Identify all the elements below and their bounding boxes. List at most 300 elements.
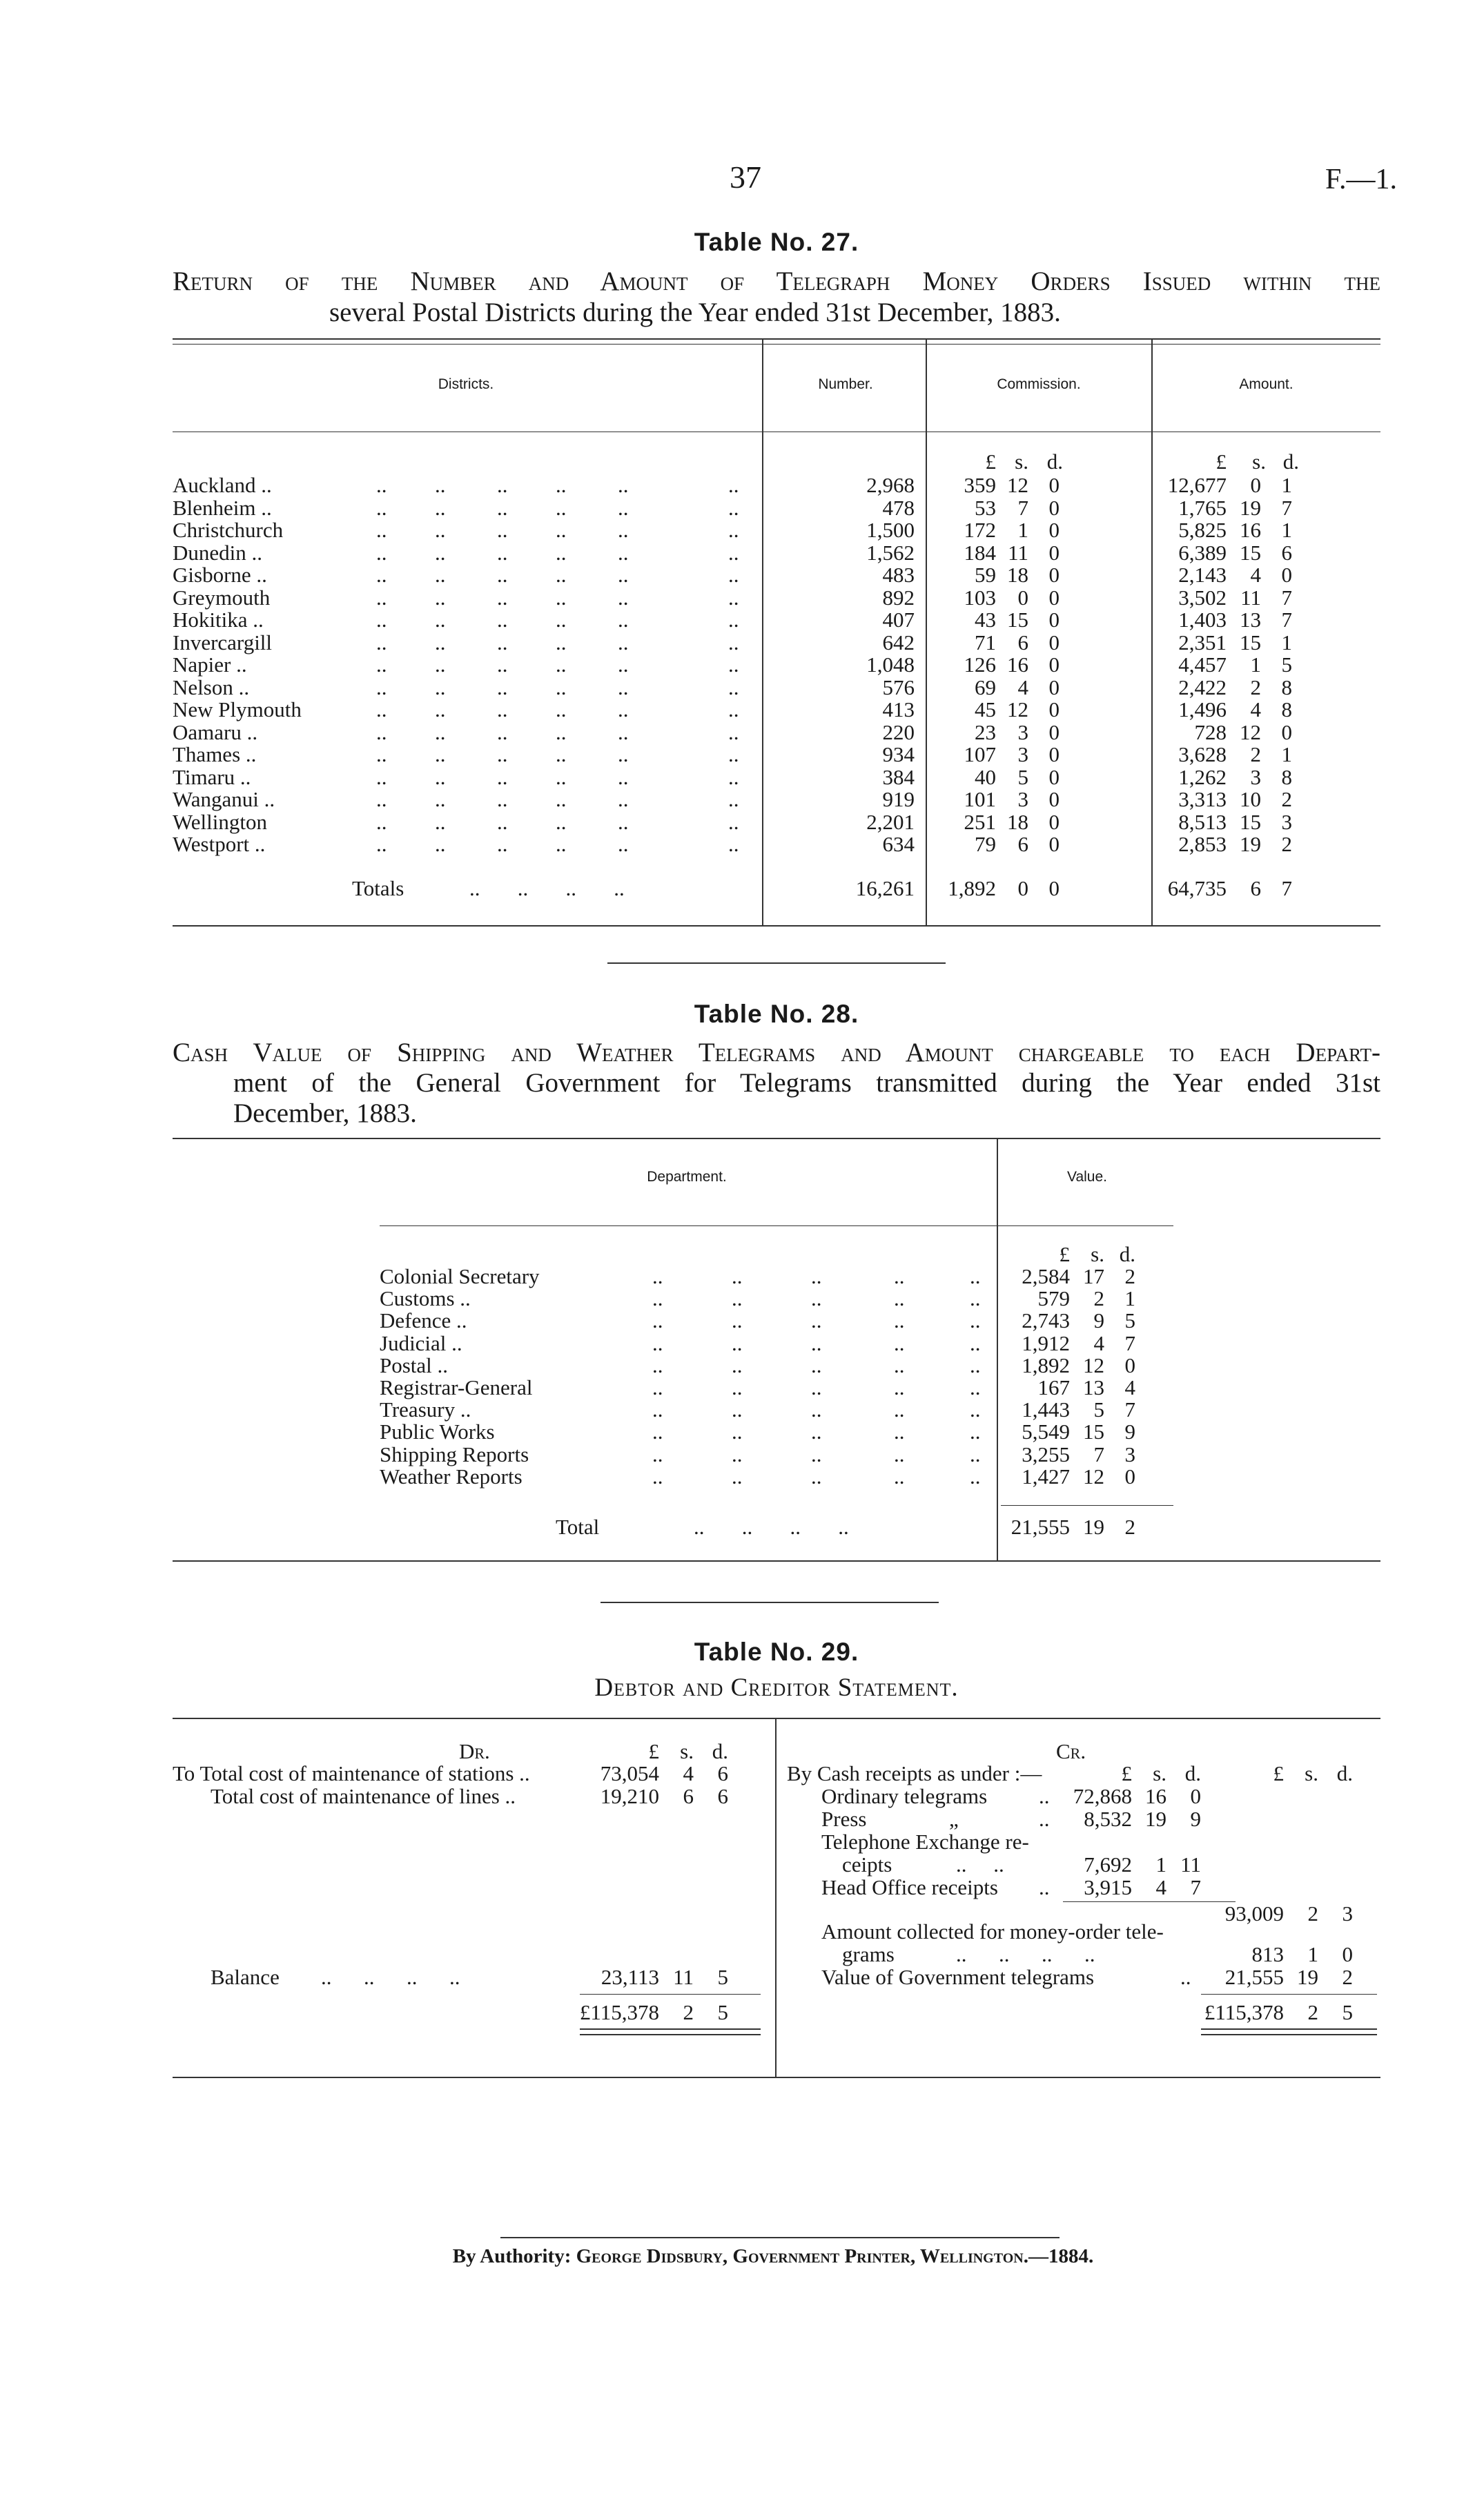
- commission-pence: 0: [1048, 540, 1060, 565]
- commission-header: Commission.: [997, 376, 1081, 392]
- district-name: Wanganui ..: [173, 787, 275, 811]
- section-divider: [607, 962, 946, 964]
- amount-shillings: 1: [1250, 652, 1261, 677]
- amount-pence: 5: [1281, 652, 1292, 677]
- leader-dots: .. .. .. .. .. ..: [376, 608, 739, 632]
- commission-pence: 0: [1048, 608, 1060, 632]
- district-row: [173, 518, 1380, 541]
- value-shillings: 9: [1093, 1308, 1104, 1333]
- amount-pounds: 3,502: [1178, 585, 1227, 610]
- amount-pence: 6: [1281, 540, 1292, 565]
- page-number: 37: [730, 159, 761, 195]
- commission-pence: 0: [1048, 585, 1060, 610]
- footer-rule: [500, 2237, 1060, 2238]
- district-row: [173, 563, 1380, 586]
- line-shillings: 1: [1155, 1852, 1166, 1877]
- leader-dots: ..: [1039, 1875, 1050, 1899]
- leader-dots: .. .. .. .. ..: [652, 1264, 981, 1288]
- commission-pounds: 59: [975, 563, 996, 587]
- commission-shillings: 12: [1007, 697, 1028, 721]
- district-name: Nelson ..: [173, 675, 250, 699]
- shilling-unit: s.: [1252, 449, 1266, 474]
- line-pounds: 8,532: [1084, 1807, 1132, 1831]
- leader-dots: ..: [1039, 1807, 1050, 1831]
- line-pence: 9: [1190, 1807, 1201, 1831]
- line-shillings: 19: [1145, 1807, 1166, 1831]
- department-name: Defence ..: [380, 1308, 467, 1333]
- value-units: [1004, 1243, 1170, 1266]
- balance-shillings: 11: [673, 1965, 694, 1989]
- table-29-caption: Debtor and Creditor Statement.: [594, 1674, 959, 1702]
- commission-shillings: 7: [1017, 495, 1028, 520]
- amount-pence: 7: [1281, 495, 1292, 520]
- table-28-caption-line-3: December, 1883.: [233, 1098, 417, 1128]
- line-text: grams: [842, 1942, 895, 1966]
- amount-shillings: 13: [1240, 608, 1261, 632]
- amount-shillings: 2: [1250, 742, 1261, 766]
- amount-shillings: 19: [1240, 832, 1261, 856]
- pence-unit: d.: [1336, 1761, 1353, 1785]
- value-pence: 5: [1124, 1308, 1135, 1333]
- leader-dots: .. .. .. .. .. ..: [376, 495, 739, 520]
- totals-commission-pence: 0: [1048, 876, 1060, 900]
- leader-dots: .. .. .. .. ..: [652, 1442, 981, 1466]
- department-row: [380, 1287, 1173, 1310]
- amount-header: Amount.: [1239, 376, 1293, 392]
- district-row: [173, 653, 1380, 676]
- leader-dots: .. .. .. .. ..: [652, 1353, 981, 1377]
- value-pence: 9: [1124, 1419, 1135, 1444]
- amount-shillings: 15: [1240, 540, 1261, 565]
- district-row: [173, 698, 1380, 721]
- line-pounds: 19,210: [600, 1784, 659, 1808]
- totals-number: 16,261: [855, 876, 915, 900]
- total-pounds: 21,555: [1011, 1515, 1070, 1539]
- table-28-title: Table No. 28.: [694, 1000, 859, 1028]
- shilling-unit: s.: [1153, 1761, 1166, 1785]
- commission-pounds: 69: [975, 675, 996, 699]
- commission-shillings: 11: [1008, 540, 1028, 565]
- department-name: Treasury ..: [380, 1397, 471, 1422]
- commission-pence: 0: [1048, 809, 1060, 834]
- leader-dots: .. .. .. ..: [469, 876, 625, 900]
- commission-pounds: 101: [964, 787, 996, 811]
- line-pounds: 21,555: [1224, 1965, 1284, 1989]
- shilling-unit: s.: [680, 1739, 694, 1763]
- leader-dots: .. .. .. .. .. ..: [376, 764, 739, 789]
- leader-dots: .. .. .. .. .. ..: [376, 697, 739, 721]
- department-row: [380, 1309, 1173, 1332]
- credit-telephone-line-1: Telephone Exchange re-: [821, 1830, 1029, 1854]
- debit-heading: Dr.: [459, 1739, 490, 1763]
- value-pounds: 167: [1037, 1375, 1070, 1399]
- district-row: [173, 496, 1380, 519]
- commission-pence: 0: [1048, 652, 1060, 677]
- commission-pence: 0: [1048, 630, 1060, 655]
- amount-pence: 8: [1281, 764, 1292, 789]
- district-row: [173, 788, 1380, 811]
- commission-shillings: 3: [1017, 742, 1028, 766]
- amount-pounds: 2,853: [1178, 832, 1227, 856]
- district-name: Dunedin ..: [173, 540, 263, 565]
- commission-pence: 0: [1048, 473, 1060, 497]
- value-pence: 4: [1124, 1375, 1135, 1399]
- department-name: Postal ..: [380, 1353, 449, 1377]
- subtotal-shillings: 2: [1307, 1901, 1318, 1926]
- leader-dots: .. .. .. .. .. ..: [376, 630, 739, 655]
- commission-shillings: 16: [1007, 652, 1028, 677]
- district-row: [173, 766, 1380, 788]
- leader-dots: .. .. .. ..: [321, 1965, 460, 1989]
- amount-shillings: 4: [1250, 697, 1261, 721]
- value-shillings: 5: [1093, 1397, 1104, 1422]
- commission-shillings: 18: [1007, 563, 1028, 587]
- commission-shillings: 1: [1017, 518, 1028, 542]
- district-number: 478: [882, 495, 915, 520]
- amount-pounds: 6,389: [1178, 540, 1227, 565]
- totals-amount-pence: 7: [1281, 876, 1292, 900]
- department-name: Shipping Reports: [380, 1442, 529, 1466]
- total-pounds: £115,378: [579, 2000, 659, 2024]
- district-number: 483: [882, 563, 915, 587]
- district-row: [173, 586, 1380, 609]
- district-number: 2,201: [866, 809, 915, 834]
- district-name: Wellington: [173, 809, 267, 834]
- district-number: 2,968: [866, 473, 915, 497]
- credit-total: [1204, 2000, 1380, 2024]
- line-pence: 2: [1342, 1965, 1353, 1989]
- line-text: Press: [821, 1807, 867, 1831]
- department-header: Department.: [647, 1169, 727, 1185]
- pound-unit: £: [1059, 1242, 1070, 1266]
- commission-pounds: 251: [964, 809, 996, 834]
- table-28-caption-line-1: Cash Value of Shipping and Weather Telegrams and Amount chargeable to each Depart-: [173, 1038, 1380, 1067]
- leader-dots: .. .. .. .. .. ..: [376, 652, 739, 677]
- pence-unit: d.: [1119, 1242, 1135, 1266]
- commission-shillings: 6: [1017, 832, 1028, 856]
- totals-commission-pounds: 1,892: [948, 876, 996, 900]
- value-shillings: 15: [1083, 1419, 1104, 1444]
- districts-header: Districts.: [438, 376, 494, 392]
- amount-pence: 2: [1281, 832, 1292, 856]
- amount-pence: 0: [1281, 563, 1292, 587]
- credit-government-telegrams: [821, 1966, 1380, 1988]
- district-row: [173, 541, 1380, 564]
- value-pence: 3: [1124, 1442, 1135, 1466]
- amount-units: [1154, 450, 1378, 473]
- line-shillings: 6: [683, 1784, 694, 1808]
- amount-pence: 2: [1281, 787, 1292, 811]
- line-pounds: 3,915: [1084, 1875, 1132, 1899]
- district-name: New Plymouth: [173, 697, 302, 721]
- department-name: Public Works: [380, 1419, 495, 1444]
- commission-pounds: 23: [975, 719, 996, 744]
- department-row: [380, 1465, 1173, 1488]
- district-name: Invercargill: [173, 630, 273, 655]
- commission-pence: 0: [1048, 764, 1060, 789]
- credit-subtotal: [1208, 1902, 1380, 1925]
- totals-commission-shillings: 0: [1017, 876, 1028, 900]
- value-pounds: 1,912: [1022, 1330, 1070, 1355]
- commission-pence: 0: [1048, 495, 1060, 520]
- number-header: Number.: [818, 376, 873, 392]
- commission-pounds: 184: [964, 540, 996, 565]
- value-pounds: 2,584: [1022, 1264, 1070, 1288]
- commission-shillings: 15: [1007, 608, 1028, 632]
- subtotal-pounds: 93,009: [1224, 1901, 1284, 1926]
- value-shillings: 7: [1093, 1442, 1104, 1466]
- amount-pounds: 2,422: [1178, 675, 1227, 699]
- commission-pounds: 126: [964, 652, 996, 677]
- line-text: Ordinary telegrams: [821, 1784, 988, 1808]
- value-pounds: 3,255: [1022, 1442, 1070, 1466]
- pound-unit: £: [648, 1739, 659, 1763]
- commission-units: [928, 450, 1149, 473]
- amount-pounds: 1,765: [1178, 495, 1227, 520]
- leader-dots: .. .. .. .. .. ..: [376, 787, 739, 811]
- district-name: Oamaru ..: [173, 719, 258, 744]
- value-shillings: 13: [1083, 1375, 1104, 1399]
- pence-unit: d.: [1184, 1761, 1201, 1785]
- amount-pence: 3: [1281, 809, 1292, 834]
- table-28-total-row: [380, 1515, 1173, 1538]
- line-shillings: 19: [1297, 1965, 1318, 1989]
- commission-shillings: 12: [1007, 473, 1028, 497]
- value-pence: 0: [1124, 1464, 1135, 1489]
- pence-unit: d.: [1282, 449, 1299, 474]
- line-shillings: 1: [1307, 1942, 1318, 1966]
- district-name: Westport ..: [173, 832, 266, 856]
- district-name: Gisborne ..: [173, 563, 267, 587]
- district-name: Auckland ..: [173, 473, 272, 497]
- line-pence: 0: [1190, 1784, 1201, 1808]
- district-number: 919: [882, 787, 915, 811]
- line-pounds: 73,054: [600, 1761, 659, 1785]
- pound-unit: £: [985, 449, 996, 474]
- amount-shillings: 2: [1250, 675, 1261, 699]
- table-28-caption-line-2: ment of the General Government for Telegrams transmitted during the Year ended 31st: [233, 1068, 1380, 1098]
- pence-unit: d.: [712, 1739, 728, 1763]
- table-27-title: Table No. 27.: [694, 228, 859, 256]
- district-row: [173, 811, 1380, 833]
- balance-label: Balance: [211, 1965, 280, 1989]
- leader-dots: .. .. .. .. .. ..: [376, 675, 739, 699]
- imprint-printer: George Didsbury, Government Printer, Wellington.—1884.: [576, 2245, 1094, 2267]
- amount-pounds: 1,496: [1178, 697, 1227, 721]
- district-number: 1,048: [866, 652, 915, 677]
- district-number: 384: [882, 764, 915, 789]
- district-number: 934: [882, 742, 915, 766]
- credit-outer-units: [1208, 1762, 1380, 1785]
- leader-dots: .. .. .. .. .. ..: [376, 719, 739, 744]
- amount-pounds: 12,677: [1167, 473, 1227, 497]
- commission-pence: 0: [1048, 518, 1060, 542]
- table-29-title: Table No. 29.: [694, 1638, 859, 1666]
- commission-pence: 0: [1048, 787, 1060, 811]
- commission-pounds: 107: [964, 742, 996, 766]
- district-name: Christchurch: [173, 518, 284, 542]
- credit-money-order-line-2: [821, 1943, 1380, 1966]
- district-number: 220: [882, 719, 915, 744]
- amount-pounds: 3,628: [1178, 742, 1227, 766]
- value-pounds: 5,549: [1022, 1419, 1070, 1444]
- amount-pence: 1: [1281, 473, 1292, 497]
- department-name: Registrar-General: [380, 1375, 533, 1399]
- total-pence: 2: [1124, 1515, 1135, 1539]
- line-pence: 0: [1342, 1942, 1353, 1966]
- district-number: 634: [882, 832, 915, 856]
- leader-dots: .. .. .. ..: [694, 1515, 849, 1539]
- amount-pence: 1: [1281, 630, 1292, 655]
- amount-shillings: 15: [1240, 809, 1261, 834]
- amount-shillings: 11: [1240, 585, 1261, 610]
- debit-line-stations: [173, 1762, 773, 1785]
- table-27-caption-line-2: several Postal Districts during the Year ended 31st December, 1883.: [329, 298, 1061, 327]
- amount-shillings: 15: [1240, 630, 1261, 655]
- commission-shillings: 6: [1017, 630, 1028, 655]
- leader-dots: .. .. .. .. .. ..: [376, 832, 739, 856]
- amount-pence: 8: [1281, 697, 1292, 721]
- leader-dots: .. .. .. .. ..: [652, 1308, 981, 1333]
- debit-units: [590, 1740, 770, 1763]
- commission-pounds: 43: [975, 608, 996, 632]
- amount-shillings: 12: [1240, 719, 1261, 744]
- amount-pence: 7: [1281, 608, 1292, 632]
- amount-pounds: 2,143: [1178, 563, 1227, 587]
- subtotal-pence: 3: [1342, 1901, 1353, 1926]
- credit-press: [821, 1807, 1236, 1830]
- commission-pence: 0: [1048, 719, 1060, 744]
- commission-pence: 0: [1048, 832, 1060, 856]
- line-text: Total cost of maintenance of lines ..: [211, 1784, 516, 1808]
- pound-unit: £: [1121, 1761, 1132, 1785]
- amount-pounds: 728: [1194, 719, 1227, 744]
- commission-shillings: 5: [1017, 764, 1028, 789]
- leader-dots: .. .. .. .. .. ..: [376, 540, 739, 565]
- district-name: Greymouth: [173, 585, 271, 610]
- amount-pence: 1: [1281, 518, 1292, 542]
- department-name: Weather Reports: [380, 1464, 523, 1489]
- section-divider: [601, 1602, 939, 1603]
- amount-pounds: 3,313: [1178, 787, 1227, 811]
- amount-pence: 7: [1281, 585, 1292, 610]
- commission-shillings: 3: [1017, 787, 1028, 811]
- leader-dots: .. .. .. .. ..: [652, 1286, 981, 1311]
- commission-pounds: 79: [975, 832, 996, 856]
- leader-dots: .. .. .. .. .. ..: [376, 742, 739, 766]
- amount-pence: 1: [1281, 742, 1292, 766]
- total-pounds: £115,378: [1204, 2000, 1284, 2024]
- pound-unit: £: [1273, 1761, 1284, 1785]
- leader-dots: .. .. .. .. .. ..: [376, 518, 739, 542]
- commission-pounds: 71: [975, 630, 996, 655]
- district-number: 1,500: [866, 518, 915, 542]
- totals-label: Totals: [352, 876, 404, 900]
- amount-shillings: 4: [1250, 563, 1261, 587]
- leader-dots: ..: [1039, 1784, 1050, 1808]
- commission-pounds: 359: [964, 473, 996, 497]
- value-pence: 2: [1124, 1264, 1135, 1288]
- value-pounds: 1,427: [1022, 1464, 1070, 1489]
- district-row: [173, 631, 1380, 654]
- total-shillings: 2: [683, 2000, 694, 2024]
- commission-pence: 0: [1048, 742, 1060, 766]
- amount-shillings: 19: [1240, 495, 1261, 520]
- table-27-caption-line-1: Return of the Number and Amount of Telegraph Money Orders Issued within the: [173, 266, 1380, 296]
- district-name: Timaru ..: [173, 764, 251, 789]
- amount-shillings: 0: [1250, 473, 1261, 497]
- total-shillings: 2: [1307, 2000, 1318, 2024]
- credit-telephone-line-2: [821, 1853, 1236, 1876]
- district-row: [173, 676, 1380, 699]
- printer-imprint: [387, 2245, 1160, 2268]
- district-name: Napier ..: [173, 652, 247, 677]
- amount-pence: 0: [1281, 719, 1292, 744]
- commission-pounds: 45: [975, 697, 996, 721]
- line-text: Head Office receipts: [821, 1875, 998, 1899]
- district-number: 642: [882, 630, 915, 655]
- leader-dots: .. .. .. .. ..: [652, 1375, 981, 1399]
- department-row: [380, 1332, 1173, 1355]
- balance-pounds: 23,113: [601, 1965, 659, 1989]
- district-row: [173, 833, 1380, 855]
- value-shillings: 2: [1093, 1286, 1104, 1311]
- district-name: Thames ..: [173, 742, 257, 766]
- commission-pence: 0: [1048, 697, 1060, 721]
- total-pence: 5: [1342, 2000, 1353, 2024]
- department-row: [380, 1443, 1173, 1466]
- ditto-mark: „: [949, 1807, 959, 1831]
- amount-pounds: 8,513: [1178, 809, 1227, 834]
- leader-dots: .. .. .. .. ..: [652, 1419, 981, 1444]
- page-reference: F.—1.: [1325, 164, 1397, 195]
- totals-amount-pounds: 64,735: [1167, 876, 1227, 900]
- leader-dots: .. ..: [956, 1852, 1004, 1877]
- credit-money-order-line-1: Amount collected for money-order tele-: [821, 1919, 1164, 1944]
- value-pounds: 1,892: [1022, 1353, 1070, 1377]
- value-pence: 0: [1124, 1353, 1135, 1377]
- line-shillings: 16: [1145, 1784, 1166, 1808]
- credit-intro: By Cash receipts as under :—: [787, 1761, 1042, 1785]
- value-pence: 1: [1124, 1286, 1135, 1311]
- amount-shillings: 3: [1250, 764, 1261, 789]
- department-row: [380, 1265, 1173, 1288]
- value-shillings: 4: [1093, 1330, 1104, 1355]
- line-pence: 6: [717, 1761, 728, 1785]
- value-pence: 7: [1124, 1330, 1135, 1355]
- amount-pounds: 2,351: [1178, 630, 1227, 655]
- leader-dots: .. .. .. .. .. ..: [376, 585, 739, 610]
- district-number: 892: [882, 585, 915, 610]
- line-pence: 7: [1190, 1875, 1201, 1899]
- line-text: To Total cost of maintenance of stations ..: [173, 1761, 530, 1785]
- value-header: Value.: [1067, 1169, 1107, 1185]
- commission-pounds: 53: [975, 495, 996, 520]
- department-name: Customs ..: [380, 1286, 471, 1311]
- district-row: [173, 474, 1380, 496]
- department-row: [380, 1420, 1173, 1443]
- district-name: Blenheim ..: [173, 495, 272, 520]
- leader-dots: .. .. .. .. .. ..: [376, 473, 739, 497]
- amount-shillings: 10: [1240, 787, 1261, 811]
- line-pounds: 72,868: [1073, 1784, 1132, 1808]
- district-number: 576: [882, 675, 915, 699]
- value-pence: 7: [1124, 1397, 1135, 1422]
- district-number: 1,562: [866, 540, 915, 565]
- district-row: [173, 608, 1380, 631]
- department-row: [380, 1376, 1173, 1399]
- leader-dots: .. .. .. .. ..: [652, 1330, 981, 1355]
